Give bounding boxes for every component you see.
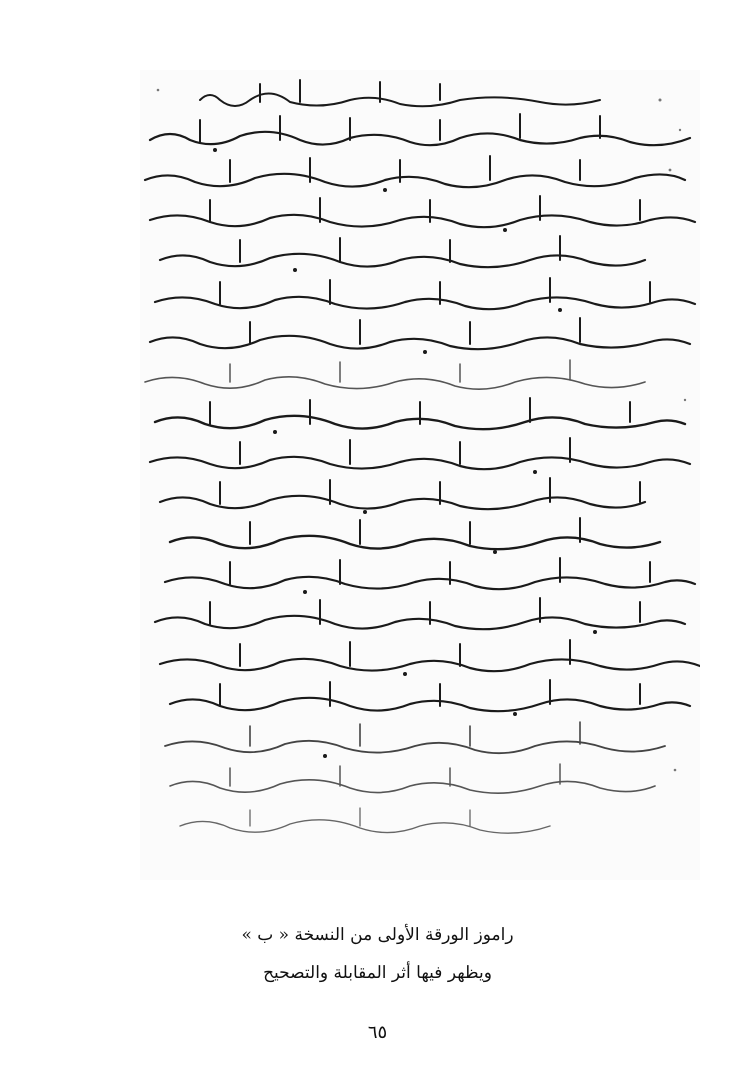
handwritten-manuscript-icon	[140, 70, 700, 880]
page-number: ٦٥	[367, 1022, 388, 1043]
caption-line-2: ويظهر فيها أثر المقابلة والتصحيح	[263, 963, 492, 983]
manuscript-image	[140, 70, 700, 880]
caption-line-1: راموز الورقة الأولى من النسخة « ب »	[241, 925, 514, 945]
